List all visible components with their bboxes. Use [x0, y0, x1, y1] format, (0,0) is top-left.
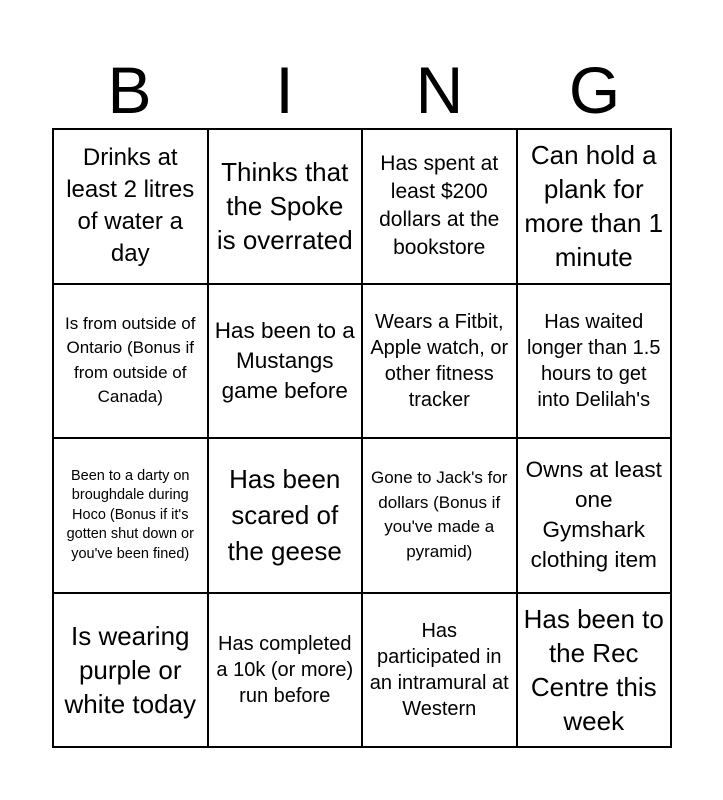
title-letter-b: B: [107, 53, 152, 127]
bingo-cell-text: Owns at least one Gymshark clothing item: [525, 457, 662, 573]
bingo-cell[interactable]: [518, 439, 673, 594]
bingo-cell[interactable]: [518, 285, 673, 440]
bingo-cell-text: Drinks at least 2 litres of water a day: [66, 144, 195, 268]
bingo-cell-text: Been to a darty on broughdale during Hoco (Bonus if it's gotten shut down or you've been fined): [66, 467, 194, 562]
bingo-cell-text: Is from outside of Ontario (Bonus if from outside of Canada): [65, 313, 196, 407]
bingo-cell-text: Has completed a 10k (or more) run before: [216, 632, 354, 707]
bingo-cell[interactable]: [518, 594, 673, 749]
bingo-cell-text: Has been scared of the geese: [227, 464, 342, 567]
bingo-cell[interactable]: [363, 285, 518, 440]
bingo-cell[interactable]: [363, 439, 518, 594]
bingo-cell[interactable]: [209, 285, 364, 440]
bingo-cell-text: Has spent at least $200 dollars at the bookstore: [379, 152, 500, 260]
bingo-cell[interactable]: [209, 594, 364, 749]
bingo-title: [52, 52, 672, 127]
bingo-cell-text: Thinks that the Spoke is overrated: [216, 157, 353, 256]
bingo-cell-text: Can hold a plank for more than 1 minute: [524, 140, 664, 273]
bingo-cell-text: Has waited longer than 1.5 hours to get into Delilah's: [527, 310, 661, 411]
bingo-cell-text: Wears a Fitbit, Apple watch, or other fitness tracker: [370, 310, 509, 411]
bingo-cell[interactable]: [209, 130, 364, 285]
bingo-cell[interactable]: [54, 285, 209, 440]
bingo-cell[interactable]: [209, 439, 364, 594]
bingo-cell[interactable]: [54, 594, 209, 749]
bingo-cell-text: Gone to Jack's for dollars (Bonus if you've made a pyramid): [371, 468, 508, 561]
bingo-cell-text: Has participated in an intramural at Western: [369, 619, 509, 720]
title-letter-n: N: [415, 53, 464, 127]
bingo-cell-text: Has been to the Rec Centre this week: [523, 603, 664, 736]
bingo-cell[interactable]: [54, 130, 209, 285]
bingo-cell[interactable]: [54, 439, 209, 594]
bingo-cell[interactable]: [518, 130, 673, 285]
title-letter-i: I: [275, 53, 294, 127]
bingo-card-grid: [52, 128, 672, 748]
bingo-cell-text: Has been to a Mustangs game before: [214, 317, 355, 403]
bingo-cell[interactable]: [363, 594, 518, 749]
title-letter-g: G: [568, 53, 621, 127]
bingo-cell[interactable]: [363, 130, 518, 285]
bingo-cell-text: Is wearing purple or white today: [64, 620, 197, 719]
